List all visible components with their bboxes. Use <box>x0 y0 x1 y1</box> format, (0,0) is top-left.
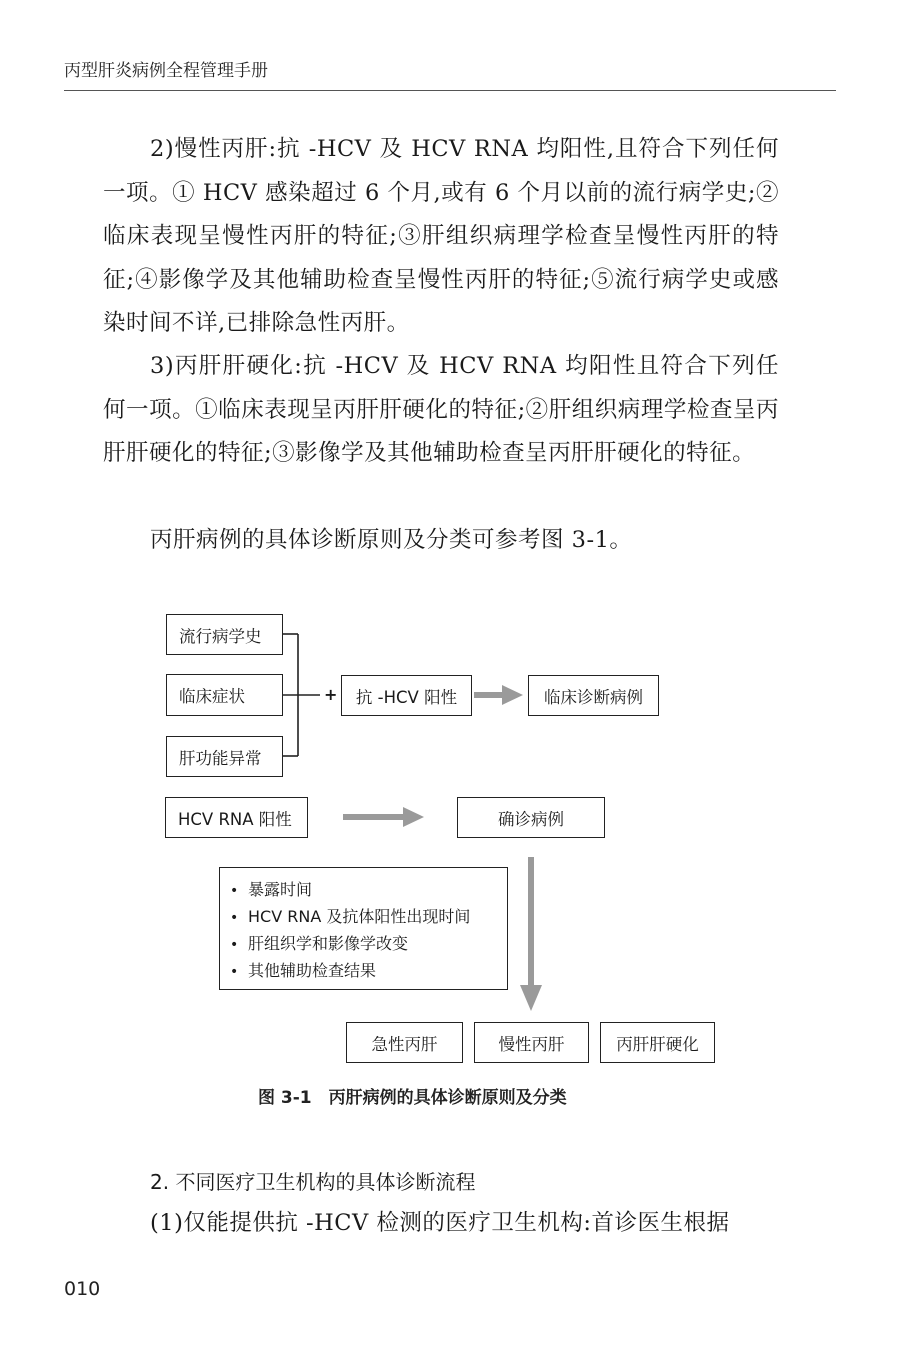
paragraph-figure-reference-text: 丙肝病例的具体诊断原则及分类可参考图 3-1。 <box>150 527 633 553</box>
diagnostic-factors-box <box>219 867 508 990</box>
arrow-head-icon <box>502 685 523 705</box>
bullet-icon: • <box>230 937 239 953</box>
factor-label: 肝组织学和影像学改变 <box>248 934 409 953</box>
box-hcv-rna-positive: HCV RNA 阳性 <box>165 797 308 838</box>
box-liver-function: 肝功能异常 <box>166 736 283 777</box>
bullet-icon: • <box>230 964 239 980</box>
factor-label: HCV RNA 及抗体阳性出现时间 <box>248 907 471 926</box>
bullet-icon: • <box>230 883 239 899</box>
arrow-shaft <box>474 692 504 698</box>
factor-label: 其他辅助检查结果 <box>248 961 377 980</box>
paragraph-chronic-hcv-text: 2)慢性丙肝:抗 -HCV 及 HCV RNA 均阳性,且符合下列任何一项。① HCV 感染超过 6 个月,或有 6 个月以前的流行病学史;②临床表现呈慢性丙肝的特征;③肝组织病理学检查呈慢性丙肝的特征;④影像学及其他辅助检查呈慢性丙肝的特征;⑤流行病学史或感染时间不详,已排除急性丙肝。 <box>103 136 779 336</box>
section-heading: 2. 不同医疗卫生机构的具体诊断流程 <box>150 1170 476 1194</box>
plus-icon: + <box>324 685 338 704</box>
box-acute-hcv: 急性丙肝 <box>346 1022 463 1063</box>
box-confirmed-case: 确诊病例 <box>457 797 605 838</box>
figure-caption: 图 3-1 丙肝病例的具体诊断原则及分类 <box>258 1088 567 1108</box>
paragraph-figure-reference <box>103 519 779 563</box>
list-item <box>230 903 507 930</box>
paragraph-section-intro <box>103 1202 779 1246</box>
bullet-icon: • <box>230 910 239 926</box>
box-chronic-hcv: 慢性丙肝 <box>474 1022 589 1063</box>
arrow-shaft <box>528 857 534 987</box>
header-divider <box>64 90 836 91</box>
paragraph-hcv-cirrhosis-text: 3)丙肝肝硬化:抗 -HCV 及 HCV RNA 均阳性且符合下列任何一项。①临床表现呈丙肝肝硬化的特征;②肝组织病理学检查呈丙肝肝硬化的特征;③影像学及其他辅助检查呈丙肝肝硬化的特征。 <box>103 353 779 466</box>
box-hcv-cirrhosis: 丙肝肝硬化 <box>600 1022 715 1063</box>
list-item <box>230 930 507 957</box>
box-clinical-symptoms: 临床症状 <box>166 674 283 716</box>
list-item <box>230 876 507 903</box>
arrow-head-icon <box>403 807 424 827</box>
paragraph-chronic-hcv <box>103 128 779 346</box>
arrow-shaft <box>343 814 405 820</box>
paragraph-hcv-cirrhosis <box>103 345 779 476</box>
box-clinical-diagnosis-case: 临床诊断病例 <box>528 675 659 716</box>
arrow-head-icon <box>520 985 542 1011</box>
list-item <box>230 957 507 984</box>
box-epidemiology: 流行病学史 <box>166 614 283 655</box>
diagnostic-factors-list <box>230 876 507 984</box>
box-anti-hcv-positive: 抗 -HCV 阳性 <box>341 675 472 716</box>
factor-label: 暴露时间 <box>248 880 313 899</box>
page-number: 010 <box>64 1278 101 1300</box>
paragraph-section-intro-text: (1)仅能提供抗 -HCV 检测的医疗卫生机构:首诊医生根据 <box>150 1210 730 1236</box>
running-header: 丙型肝炎病例全程管理手册 <box>64 61 268 81</box>
